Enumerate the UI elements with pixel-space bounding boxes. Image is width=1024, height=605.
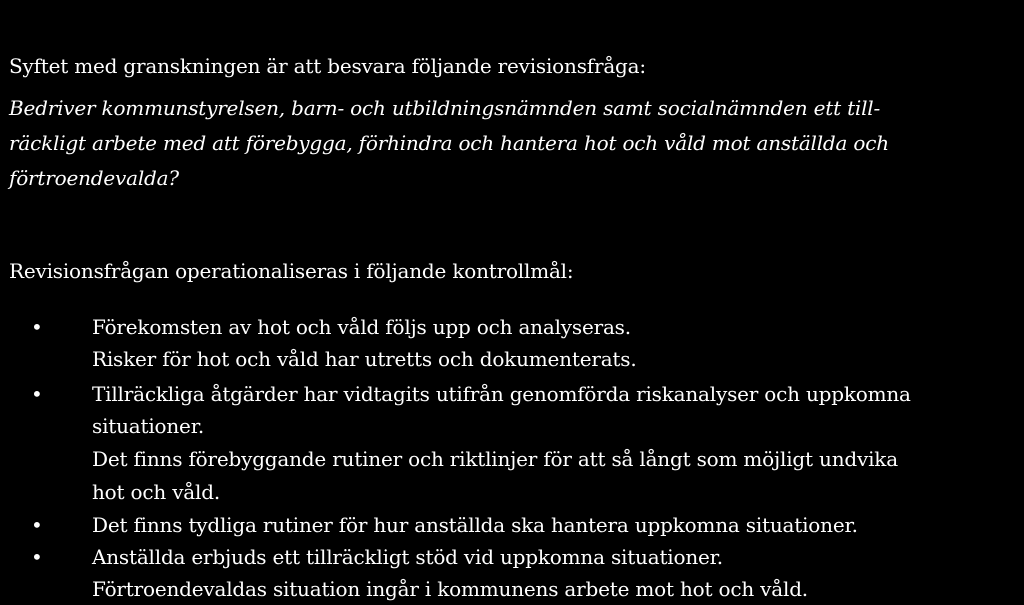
bullet-marker: • — [31, 513, 43, 537]
intro-paragraph: Syftet med granskningen är att besvara följande revisionsfråga: — [9, 54, 646, 78]
control-objective-4-line-1: Det finns förebyggande rutiner och riktlinjer för att så långt som möjligt undvika — [92, 447, 898, 471]
bullet-marker: • — [31, 545, 43, 569]
question-line-3: förtroendevalda? — [9, 166, 179, 190]
control-objective-2: Risker för hot och våld har utretts och dokumenterats. — [92, 347, 637, 371]
control-objective-3-line-2: situationer. — [92, 414, 205, 438]
bullet-marker: • — [31, 315, 43, 339]
control-objective-7: Förtroendevaldas situation ingår i kommunens arbete mot hot och våld. — [92, 577, 808, 601]
question-line-2: räckligt arbete med att förebygga, förhindra och hantera hot och våld mot anställda och — [9, 131, 889, 155]
control-objective-1: Förekomsten av hot och våld följs upp och analyseras. — [92, 315, 631, 339]
bullet-marker: • — [31, 382, 43, 406]
control-objective-4-line-2: hot och våld. — [92, 480, 220, 504]
operationalisation-paragraph: Revisionsfrågan operationaliseras i följande kontrollmål: — [9, 259, 574, 283]
control-objective-6: Anställda erbjuds ett tillräckligt stöd vid uppkomna situationer. — [92, 545, 723, 569]
control-objective-3-line-1: Tillräckliga åtgärder har vidtagits utifrån genomförda riskanalyser och uppkomna — [92, 382, 911, 406]
question-line-1: Bedriver kommunstyrelsen, barn- och utbildningsnämnden samt socialnämnden ett till- — [9, 96, 881, 120]
control-objective-5: Det finns tydliga rutiner för hur anställda ska hantera uppkomna situationer. — [92, 513, 858, 537]
